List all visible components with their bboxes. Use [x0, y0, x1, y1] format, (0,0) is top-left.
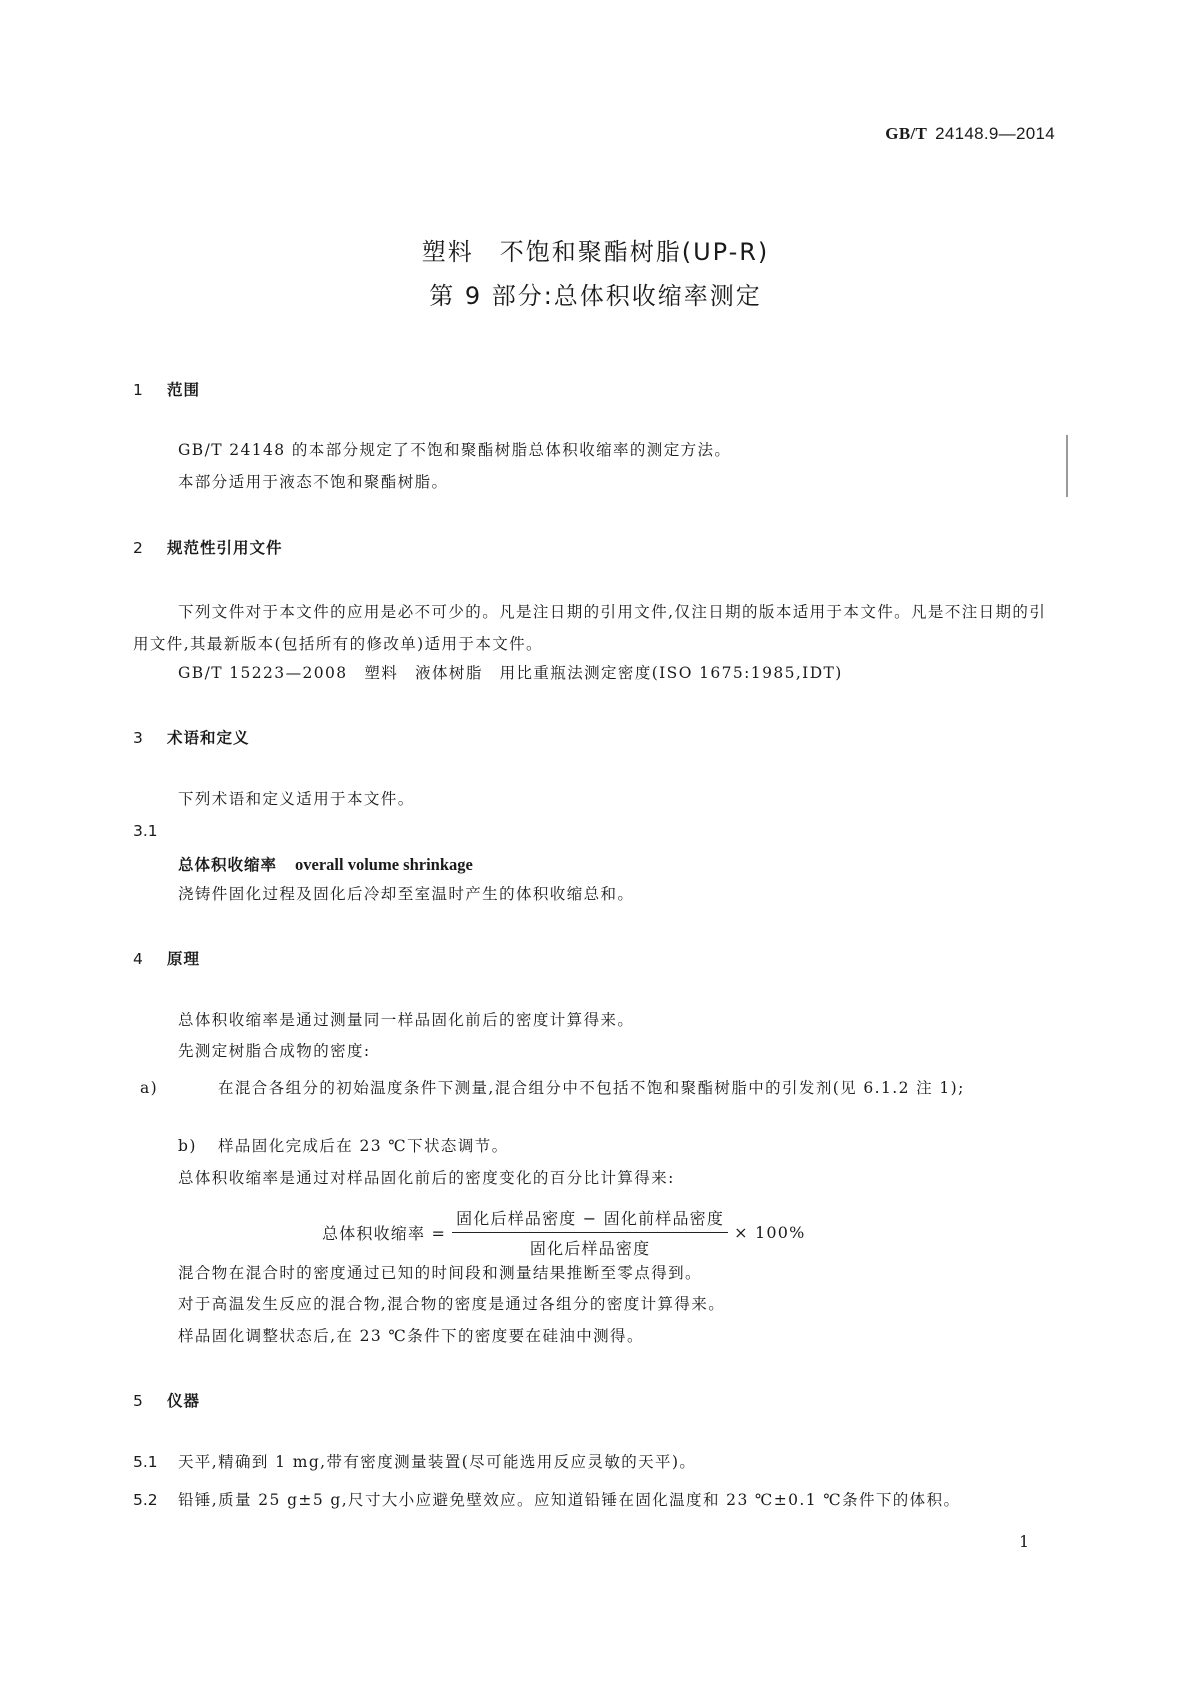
section-title: 原理	[167, 950, 201, 968]
list-item-b	[178, 1136, 509, 1156]
term-chinese: 总体积收缩率	[178, 856, 278, 874]
apparatus-item-5-1	[133, 1452, 696, 1472]
document-title-line2: 第 9 部分:总体积收缩率测定	[429, 282, 762, 310]
section-number: 3	[133, 729, 144, 747]
term-english: overall volume shrinkage	[295, 855, 473, 874]
section-number: 4	[133, 950, 144, 968]
paragraph: 对于高温发生反应的混合物,混合物的密度是通过各组分的密度计算得来。	[178, 1295, 726, 1313]
shrinkage-formula	[322, 1206, 806, 1259]
item-text: 天平,精确到 1 mg,带有密度测量装置(尽可能选用反应灵敏的天平)。	[178, 1453, 697, 1471]
item-number: 5.1	[133, 1453, 158, 1471]
standard-number	[885, 124, 1055, 144]
section-heading-principle	[133, 947, 200, 969]
section-heading-scope	[133, 378, 200, 400]
formula-fraction	[452, 1206, 728, 1259]
term-entry	[178, 853, 473, 875]
reference-item: GB/T 15223—2008 塑料 液体树脂 用比重瓶法测定密度(ISO 1675:1985,IDT)	[178, 664, 843, 682]
section-heading-apparatus	[133, 1389, 200, 1411]
formula-numerator: 固化后样品密度 − 固化前样品密度	[452, 1206, 728, 1233]
item-text: 铅锤,质量 25 g±5 g,尺寸大小应避免壁效应。应知道铅锤在固化温度和 23 ℃±0.1 ℃条件下的体积。	[178, 1491, 961, 1509]
paragraph: 下列文件对于本文件的应用是必不可少的。凡是注日期的引用文件,仅注日期的版本适用于本文件。凡是不注日期的引用文件,其最新版本(包括所有的修改单)适用于本文件。	[133, 603, 1047, 653]
section-title: 范围	[167, 381, 201, 399]
section-heading-normative-references	[133, 536, 283, 558]
section-number: 2	[133, 539, 144, 557]
term-definition: 浇铸件固化过程及固化后冷却至室温时产生的体积收缩总和。	[178, 885, 635, 903]
list-item-a	[140, 1072, 1096, 1104]
item-number: 5.2	[133, 1491, 158, 1509]
list-text: 样品固化完成后在 23 ℃下状态调节。	[218, 1137, 509, 1155]
paragraph: 本部分适用于液态不饱和聚酯树脂。	[178, 473, 449, 491]
paragraph: 下列术语和定义适用于本文件。	[178, 790, 415, 808]
formula-denominator: 固化后样品密度	[529, 1239, 651, 1258]
paragraph: GB/T 24148 的本部分规定了不饱和聚酯树脂总体积收缩率的测定方法。	[178, 441, 732, 459]
paragraph: 样品固化调整状态后,在 23 ℃条件下的密度要在硅油中测得。	[178, 1327, 644, 1345]
formula-lhs: 总体积收缩率 =	[322, 1224, 447, 1243]
list-text: 在混合各组分的初始温度条件下测量,混合组分中不包括不饱和聚酯树脂中的引发剂(见 6.1.2 注 1);	[218, 1079, 965, 1097]
list-marker: b)	[178, 1137, 197, 1155]
section-title: 仪器	[167, 1392, 201, 1410]
revision-bar	[1066, 435, 1068, 497]
standard-prefix: GB/T	[885, 124, 928, 143]
page-number: 1	[1019, 1532, 1030, 1551]
section-number: 5	[133, 1392, 144, 1410]
document-title-line1: 塑料 不饱和聚酯树脂(UP-R)	[421, 238, 770, 266]
section-title: 规范性引用文件	[167, 539, 283, 557]
section-heading-terms-definitions	[133, 726, 250, 748]
section-number: 1	[133, 381, 144, 399]
paragraph: 总体积收缩率是通过对样品固化前后的密度变化的百分比计算得来:	[178, 1169, 675, 1187]
formula-factor: × 100%	[734, 1223, 806, 1242]
paragraph: 先测定树脂合成物的密度:	[178, 1042, 371, 1060]
paragraph: 混合物在混合时的密度通过已知的时间段和测量结果推断至零点得到。	[178, 1264, 702, 1282]
term-number: 3.1	[133, 822, 158, 840]
standard-code: 24148.9—2014	[935, 124, 1055, 143]
paragraph: 总体积收缩率是通过测量同一样品固化前后的密度计算得来。	[178, 1011, 635, 1029]
list-marker: a)	[140, 1079, 159, 1097]
apparatus-item-5-2	[133, 1484, 1063, 1516]
section-title: 术语和定义	[167, 729, 250, 747]
